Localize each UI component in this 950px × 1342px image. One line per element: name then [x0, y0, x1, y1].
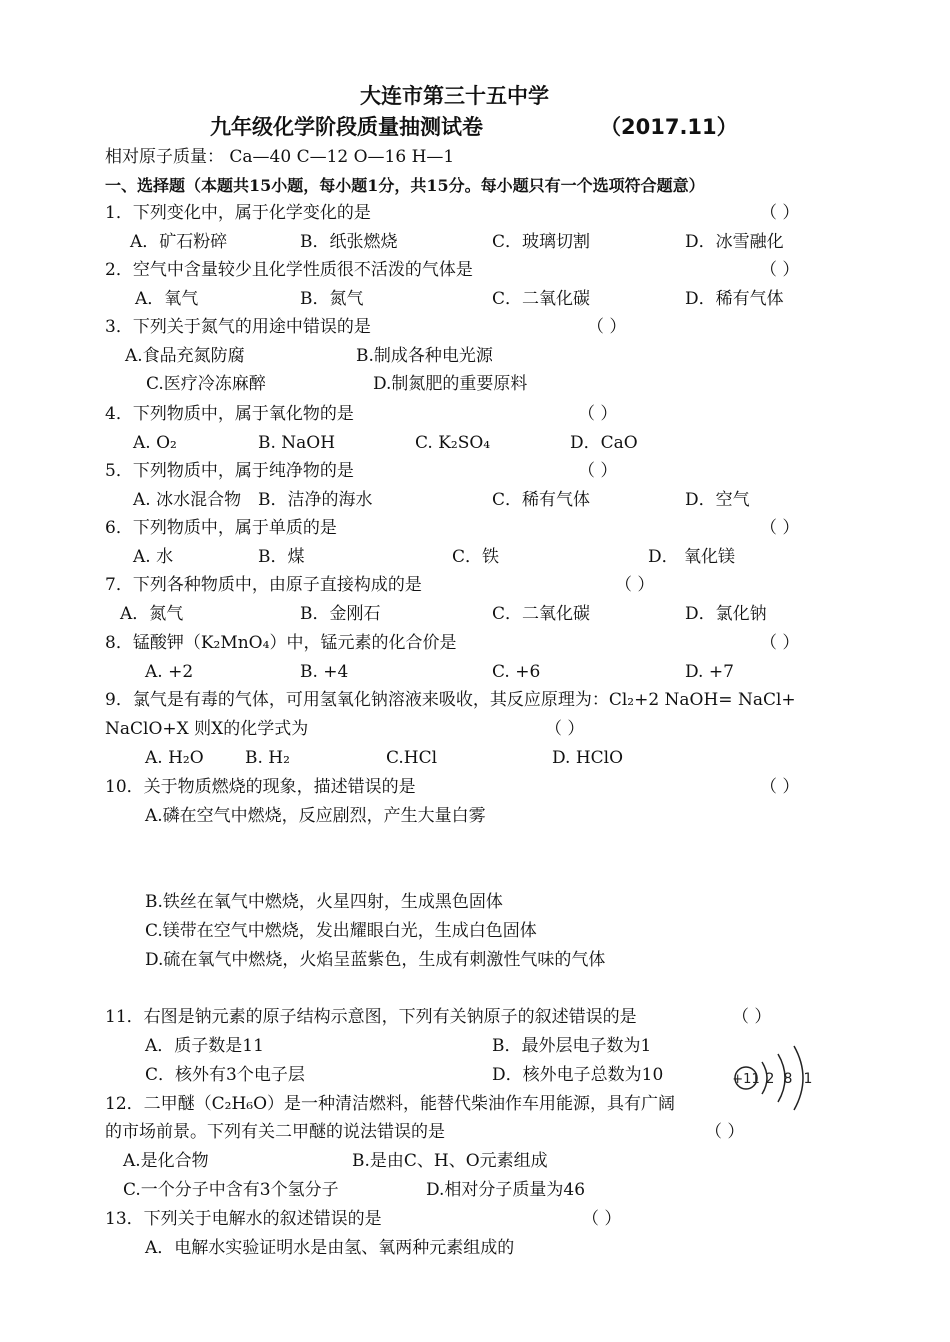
q10-option-b: B.铁丝在氧气中燃烧，火星四射，生成黑色固体	[145, 892, 503, 912]
q10-option-a: A.磷在空气中燃烧，反应剧烈，产生大量白雾	[145, 806, 486, 826]
q6-option-a: A. 水	[133, 547, 174, 567]
q7-option-a: A．氮气	[120, 604, 184, 624]
q2-option-a: A．氧气	[135, 289, 199, 309]
q9-answer-blank[interactable]: （ ）	[545, 719, 585, 739]
q8-answer-blank[interactable]: （ ）	[760, 633, 800, 653]
q8-option-b: B. +4	[300, 662, 349, 682]
q10-answer-blank[interactable]: （ ）	[760, 777, 800, 797]
sodium-atom-diagram	[732, 1040, 822, 1120]
q4-option-b: B. NaOH	[258, 433, 336, 453]
q9-stem-line1: 9．氯气是有毒的气体，可用氢氧化钠溶液来吸收，其反应原理为：Cl₂+2 NaOH= NaCl+	[105, 690, 796, 710]
q4-option-c: C. K₂SO₄	[415, 433, 491, 453]
shell-3-electrons: 1	[803, 1071, 813, 1087]
q5-option-d: D．空气	[685, 490, 750, 510]
q7-option-d: D．氯化钠	[685, 604, 767, 624]
q3-option-c: C.医疗冷冻麻醉	[146, 374, 266, 394]
q3-option-b: B.制成各种电光源	[356, 346, 493, 366]
school-name: 大连市第三十五中学	[360, 84, 549, 108]
exam-date: （2017.11）	[600, 115, 738, 139]
q5-option-b: B．洁净的海水	[258, 490, 373, 510]
section-heading: 一、选择题（本题共15小题，每小题1分，共15分。每小题只有一个选项符合题意）	[105, 176, 705, 195]
q6-option-d: D． 氧化镁	[648, 547, 736, 567]
q13-answer-blank[interactable]: （ ）	[582, 1209, 622, 1229]
q3-option-a: A.食品充氮防腐	[125, 346, 245, 366]
q2-option-b: B．氮气	[300, 289, 364, 309]
q11-option-a: A．质子数是11	[145, 1036, 264, 1056]
q6-option-b: B．煤	[258, 547, 305, 567]
q13-stem: 13．下列关于电解水的叙述错误的是	[105, 1209, 382, 1229]
q11-stem: 11．右图是钠元素的原子结构示意图，下列有关钠原子的叙述错误的是	[105, 1007, 637, 1027]
q5-option-a: A. 冰水混合物	[133, 490, 242, 510]
q10-option-d: D.硫在氧气中燃烧，火焰呈蓝紫色，生成有刺激性气味的气体	[145, 950, 606, 970]
q9-stem-line2: NaClO+X 则X的化学式为	[105, 719, 309, 739]
nucleus-charge: +11	[732, 1072, 760, 1087]
q2-answer-blank[interactable]: （ ）	[760, 260, 800, 280]
q7-stem: 7．下列各种物质中，由原子直接构成的是	[105, 575, 422, 595]
atomic-mass-line: 相对原子质量： Ca—40 C—12 O—16 H—1	[105, 147, 455, 167]
q10-option-c: C.镁带在空气中燃烧，发出耀眼白光，生成白色固体	[145, 921, 537, 941]
q5-stem: 5．下列物质中，属于纯净物的是	[105, 461, 354, 481]
q2-option-d: D．稀有气体	[685, 289, 784, 309]
q12-stem-line1: 12．二甲醚（C₂H₆O）是一种清洁燃料，能替代柴油作车用能源，具有广阔	[105, 1094, 676, 1114]
q10-stem: 10．关于物质燃烧的现象，描述错误的是	[105, 777, 416, 797]
q9-option-b: B. H₂	[245, 748, 290, 768]
q5-option-c: C．稀有气体	[492, 490, 591, 510]
q9-option-c: C.HCl	[386, 748, 438, 768]
q4-option-d: D．CaO	[570, 433, 638, 453]
electron-shell-3	[794, 1046, 803, 1110]
q4-option-a: A. O₂	[133, 433, 177, 453]
q7-option-c: C．二氧化碳	[492, 604, 591, 624]
q4-answer-blank[interactable]: （ ）	[578, 404, 618, 424]
q12-stem-line2: 的市场前景。下列有关二甲醚的说法错误的是	[105, 1122, 445, 1142]
q11-option-b: B．最外层电子数为1	[492, 1036, 652, 1056]
exam-title: 九年级化学阶段质量抽测试卷	[210, 115, 483, 139]
q11-option-c: C．核外有3个电子层	[145, 1065, 305, 1085]
q12-option-b: B.是由C、H、O元素组成	[352, 1151, 548, 1171]
q3-option-d: D.制氮肥的重要原料	[373, 374, 528, 394]
q6-answer-blank[interactable]: （ ）	[760, 518, 800, 538]
q1-stem: 1．下列变化中，属于化学变化的是	[105, 203, 371, 223]
q12-answer-blank[interactable]: （ ）	[705, 1122, 745, 1142]
q3-answer-blank[interactable]: （ ）	[587, 317, 627, 337]
shell-1-electrons: 2	[765, 1071, 775, 1087]
q8-option-c: C. +6	[492, 662, 541, 682]
q1-option-b: B．纸张燃烧	[300, 232, 398, 252]
q6-stem: 6．下列物质中，属于单质的是	[105, 518, 337, 538]
q2-stem: 2．空气中含量较少且化学性质很不活泼的气体是	[105, 260, 473, 280]
q13-option-a: A．电解水实验证明水是由氢、氧两种元素组成的	[145, 1238, 515, 1258]
q5-answer-blank[interactable]: （ ）	[578, 461, 618, 481]
q3-stem: 3．下列关于氮气的用途中错误的是	[105, 317, 371, 337]
q11-answer-blank[interactable]: （ ）	[732, 1007, 772, 1027]
q1-option-d: D．冰雪融化	[685, 232, 784, 252]
q8-stem: 8．锰酸钾（K₂MnO₄）中，锰元素的化合价是	[105, 633, 457, 653]
q1-answer-blank[interactable]: （ ）	[760, 203, 800, 223]
q12-option-d: D.相对分子质量为46	[426, 1180, 586, 1200]
q1-option-a: A．矿石粉碎	[130, 232, 228, 252]
q9-option-a: A. H₂O	[145, 748, 204, 768]
q6-option-c: C．铁	[452, 547, 500, 567]
shell-2-electrons: 8	[783, 1071, 793, 1087]
q8-option-a: A. +2	[145, 662, 194, 682]
q11-option-d: D．核外电子总数为10	[492, 1065, 664, 1085]
q2-option-c: C．二氧化碳	[492, 289, 591, 309]
q12-option-c: C.一个分子中含有3个氢分子	[123, 1180, 339, 1200]
q12-option-a: A.是化合物	[123, 1151, 209, 1171]
q9-option-d: D. HClO	[552, 748, 624, 768]
q4-stem: 4．下列物质中，属于氧化物的是	[105, 404, 354, 424]
q1-option-c: C．玻璃切割	[492, 232, 591, 252]
q8-option-d: D. +7	[685, 662, 734, 682]
q7-option-b: B．金刚石	[300, 604, 381, 624]
q7-answer-blank[interactable]: （ ）	[615, 575, 655, 595]
